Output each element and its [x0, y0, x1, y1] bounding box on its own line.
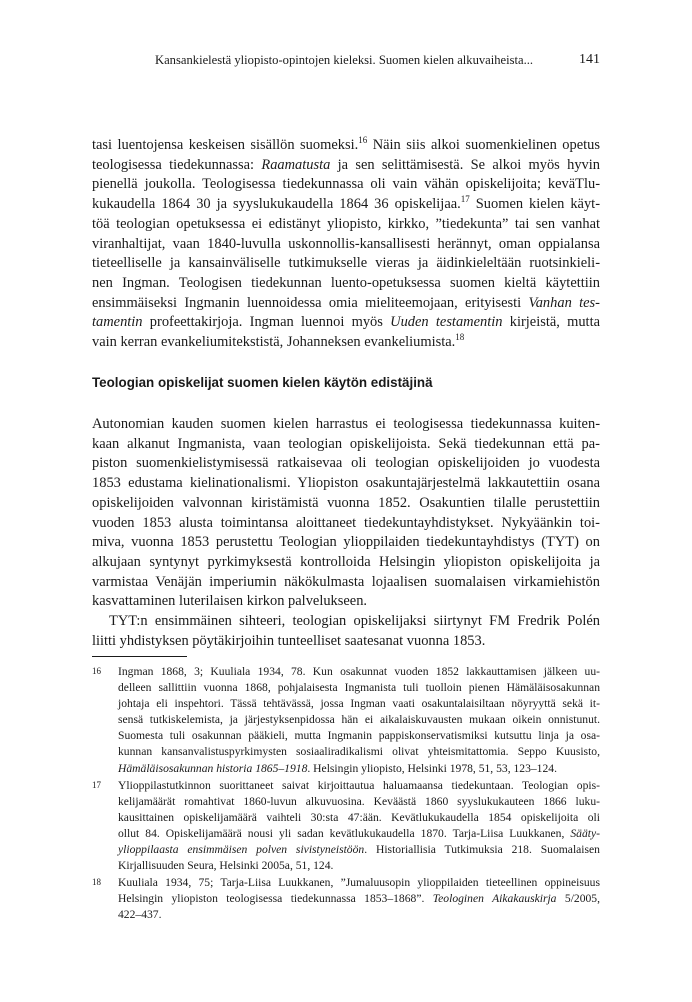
text-line: nen Ingman. Teologisen tiedekunnan luento-opetuksessa suomen kieltä käytettiin [92, 274, 600, 291]
footnote-ref-18: 18 [455, 332, 465, 343]
body-paragraph-1 [92, 136, 600, 353]
footnote-line: Suomesta tuli osakunnan pääkieli, mutta Ingmanin pappiskonservatismiksi kutsuttu linja ja osa- [118, 729, 600, 743]
text-line: kasvattaminen luterilaisen kirkon palvelukseen. [92, 593, 368, 610]
text-line: varmistaa Venäjän imperiumin näkökulmasta lojaalisen suomalaisen virkamiehistön [92, 573, 600, 590]
footnote-line: sensä tutkiskelemista, ja järjestyksenpidossa hän ei aikalaiskuvausten mukaan oikein onnistunut. [118, 713, 600, 727]
text-line: tasi luentojensa keskeisen sisällön suomeksi.$^{16}$ Näin siis alkoi suomenkielinen opetus [92, 135, 600, 153]
text-line: pienellä joukolla. Teologisessa tiedekunnassa oli vain vähän opiskelijoita; keväTlu- [92, 176, 600, 193]
footnote-line: ylioppilaasta ensimmäisen polven sivistyneistöön. Historiallisia Tutkimuksia 218. Suomalaisen [118, 843, 600, 857]
footnote-line: johtaja eli inspehtori. Tässä tehtävässä, jossa Ingman vaati osakuntalaisiltaan nöyryyttä sekä it- [118, 697, 600, 711]
section-heading: Teologian opiskelijat suomen kielen käytön edistäjinä [92, 375, 433, 390]
footnote-line: Hämäläisosakunnan historia 1865–1918. Helsingin yliopisto, Helsinki 1978, 51, 53, 123–124. [118, 761, 557, 775]
text-line: viranhaltijat, vaan 1840-luvulla uskonnollis-kansallisesti herännyt, oman oppialansa [92, 235, 600, 252]
text-line: TYT:n ensimmäinen sihteeri, teologian opiskelijaksi siirtynyt FM Fredrik Polén [109, 613, 600, 630]
footnote-line: 422–437. [118, 908, 162, 922]
text-line: vuoden 1853 alusta toimintansa aloittaneet tiedekuntayhdistykset. Nykyäänkin toi- [92, 514, 600, 531]
footnote-line: Kirjallisuuden Seura, Helsinki 2005a, 51, 124. [118, 859, 334, 873]
footnote-16 [92, 664, 600, 777]
text-line: alkujaan syntynyt pyrkimyksestä kontrolloida Helsingin yliopiston opiskelijoita ja [92, 553, 600, 570]
text-line: 1853 edustama kielinationalismi. Yliopiston osakuntajärjestelmä lakkautettiin osana [92, 475, 600, 492]
footnote-number: 18 [92, 877, 101, 888]
footnote-line: kausittainen opiskelijamäärä vaihteli 30:sta 47:ään. Kevätlukukaudella 1854 opiskelijoita oli [118, 810, 600, 824]
text-line: miva, vuonna 1853 perustettu Teologian ylioppilaiden tiedekuntayhdistys (TYT) on [92, 534, 600, 551]
footnote-number: 17 [92, 779, 101, 790]
footnote-line: delleen sallittiin vuonna 1868, pohjalaisesta Ingmanista tuli tuolloin pienen Hämäläisosakunnan [118, 681, 600, 695]
text-line: kukaudella 1864 30 ja syyslukukaudella 1864 36 opiskelijaa.$^{17}$ Suomen kielen käyt- [92, 194, 600, 213]
text-line: tamentin profeettakirjoja. Ingman luennoi myös Uuden testamentin kirjeistä, mutta [92, 314, 600, 331]
text-line: ensimmäiseksi Ingmanin luennoidessa omia mieliteemojaan, erityisesti Vanhan tes- [92, 294, 600, 311]
text-line: tieteelliselle ja kansainväliselle tutkimukselle vieras ja äidinkieleltään ruotsinkieli- [92, 255, 600, 272]
footnote-17 [92, 778, 600, 875]
text-line: teologisessa tiedekunnassa: Raamatusta ja sen selittämisestä. Se alkoi myös hyvin [92, 156, 600, 173]
footnote-line: Kuuliala 1934, 75; Tarja-Liisa Luukkanen, ”Jumaluusopin ylioppilaiden tieteellinen oppineisuus [118, 876, 600, 890]
body-paragraph-2 [92, 415, 600, 651]
footnote-line: Helsingin yliopiston teologisessa tiedekunnassa 1853–1868”. Teologinen Aikakauskirja 5/2005, [118, 892, 600, 906]
footnote-line: Ylioppilastutkinnon suorittaneet saivat kirjoittautua haluamaansa tiedekuntaan. Teologian opis- [118, 778, 600, 792]
footnote-line: kelijamäärät romahtivat 1860-luvun alkuvuosina. Keväästä 1860 syyslukukauteen 1866 luku- [118, 794, 600, 808]
page-number: 141 [579, 52, 600, 67]
text-line: liitti yhdistyksen pöytäkirjoihin tunteelliset saatesanat vuonna 1853. [92, 632, 486, 649]
footnote-ref-17: 17 [460, 194, 470, 205]
text-line: kaan alkanut Ingmanista, vaan teologian opiskelijoista. Sekä tiedekunnan että pa- [92, 435, 600, 452]
text-line: vain kerran evankeliumitekstistä, Johanneksen evankeliumista.$^{18}$ [92, 332, 465, 351]
footnote-18 [92, 875, 600, 923]
footnote-line: Ingman 1868, 3; Kuuliala 1934, 78. Kun osakunnat vuoden 1852 lakkauttamisen jälkeen uu- [118, 665, 600, 678]
footnote-ref-16: 16 [358, 135, 368, 146]
running-head-title: Kansankielestä yliopisto-opintojen kieleksi. Suomen kielen alkuvaiheista... [155, 53, 534, 67]
text-line: opiskelijoiden valvonnan kiristämistä vuonna 1852. Osakuntien tilalle perustettiin [92, 494, 600, 511]
text-line: töä teologian opetuksessa ei edistänyt yliopisto, kirkko, ”tiedekunta” tai sen vanhat [92, 215, 600, 232]
footnote-line: ollut 84. Opiskelijamäärä nousi yli sadan kevätlukukaudella 1870. Tarja-Liisa Luukkanen, Sääty- [118, 826, 600, 840]
footnote-line: kunnan kansanvalistuspyrkimysten sosiaaliradikalismi olivat yhteismitattomia. Seppo Kuusisto, [118, 745, 600, 759]
footnote-divider [92, 656, 187, 657]
text-line: Autonomian kauden suomen kielen harrastus ei teologisessa tiedekunnassa kuiten- [92, 416, 600, 432]
text-line: piston suomenkielistymisessä ratkaisevaa oli teologian opiskelijoiden jo vuodesta [92, 455, 600, 472]
footnotes [92, 664, 600, 925]
footnote-number: 16 [92, 666, 101, 676]
